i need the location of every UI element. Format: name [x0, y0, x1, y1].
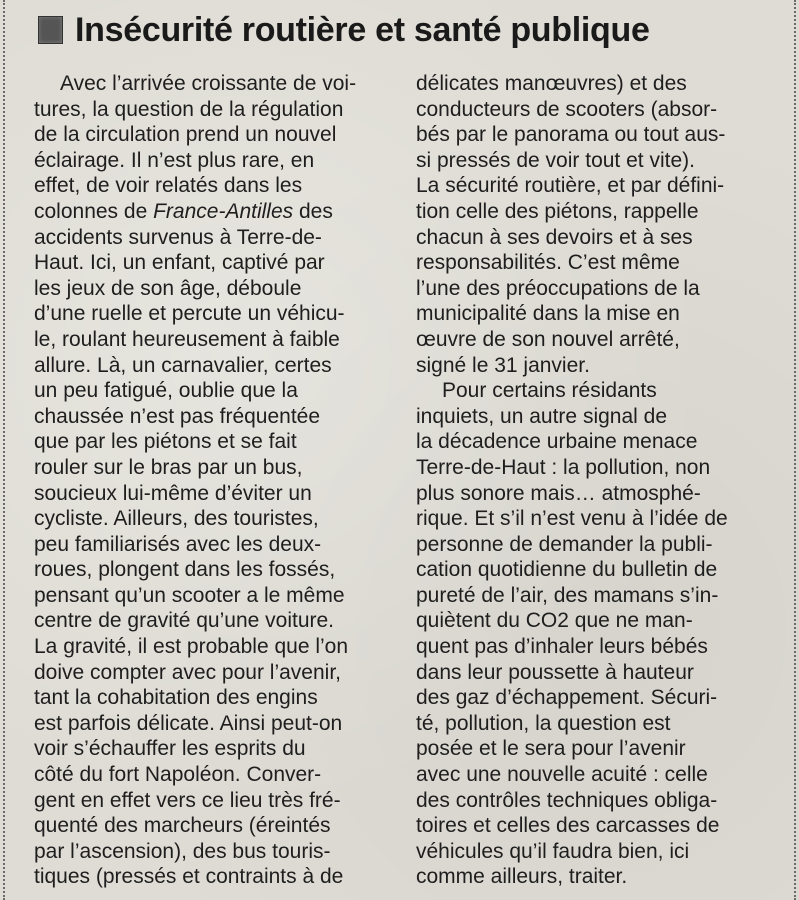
article-line: éclairage. Il n’est plus rare, en — [34, 148, 315, 172]
article-line: des gaz d’échappement. Sécuri- — [416, 686, 718, 710]
article-line: soucieux lui-même d’éviter un — [34, 481, 312, 505]
article-line: roues, plongent dans les fossés, — [34, 558, 336, 582]
article-line: de la circulation prend un nouvel — [34, 123, 337, 147]
article-line: tion celle des piétons, rappelle — [416, 199, 699, 223]
article-line: rique. Et s’il n’est venu à l’idée de — [416, 507, 728, 531]
article-line: le, roulant heureusement à faible — [34, 327, 340, 351]
article-line: tiques (pressés et contraints à de — [34, 865, 344, 889]
line-text: des — [293, 199, 333, 223]
headline — [38, 8, 650, 52]
article-line: signé le 31 janvier. — [416, 353, 590, 377]
article-line: chacun à ses devoirs et à ses — [416, 225, 693, 249]
article-line: d’une ruelle et percute un véhicu- — [34, 302, 345, 326]
article-line: délicates manœuvres) et des — [416, 72, 687, 95]
article-line: voir s’échauffer les esprits du — [34, 737, 306, 761]
article-column-right — [416, 71, 772, 890]
article-line: La gravité, il est probable que l’on — [34, 635, 349, 659]
article-line: que par les piétons et se fait — [34, 430, 297, 454]
article-line: Avec l’arrivée croissante de voi- — [60, 72, 357, 95]
article-line: des contrôles techniques obliga- — [416, 788, 718, 812]
article-line: chaussée n’est pas fréquentée — [34, 404, 321, 428]
article-line: responsabilités. C’est même — [416, 251, 680, 275]
article-line: personne de demander la publi- — [416, 532, 713, 556]
article-line: municipalité dans la mise en — [416, 302, 680, 326]
article-line: œuvre de son nouvel arrêté, — [416, 327, 680, 351]
article-title: Insécurité routière et santé publique — [75, 10, 650, 49]
article-line — [34, 199, 390, 225]
article-line: inquiets, un autre signal de — [416, 404, 668, 428]
article-line: accidents survenus à Terre-de- — [34, 225, 322, 249]
article-line: pureté de l’air, des mamans s’in- — [416, 583, 719, 607]
article-line: Haut. Ici, un enfant, captivé par — [34, 251, 325, 275]
article-column-left — [34, 71, 390, 890]
article-line: Terre-de-Haut : la pollution, non — [416, 455, 711, 479]
article-line: rouler sur le bras par un bus, — [34, 455, 303, 479]
article-line: conducteurs de scooters (absor- — [416, 97, 718, 121]
headline-square-icon — [38, 16, 63, 44]
cut-line-left — [3, 0, 5, 900]
article-line: la décadence urbaine menace — [416, 430, 698, 454]
article-line: dans leur poussette à hauteur — [416, 660, 694, 684]
article-line: centre de gravité qu’une voiture. — [34, 609, 335, 633]
article-line: avec une nouvelle acuité : celle — [416, 763, 708, 787]
article-line: posée et le sera pour l’avenir — [416, 737, 686, 761]
article-line: té, pollution, la question est — [416, 711, 671, 735]
article-line: effet, de voir relatés dans les — [34, 174, 303, 198]
article-line: Pour certains résidants — [442, 379, 657, 403]
article-line: cycliste. Ailleurs, des touristes, — [34, 507, 319, 531]
line-text: colonnes de — [34, 199, 154, 223]
cut-line-right — [794, 0, 796, 900]
article-line: tant la cohabitation des engins — [34, 686, 318, 710]
article-line: tures, la question de la régulation — [34, 97, 344, 121]
article-line: quent pas d’inhaler leurs bébés — [416, 635, 708, 659]
article-line: côté du fort Napoléon. Conver- — [34, 763, 322, 787]
article-line: toires et celles des carcasses de — [416, 814, 720, 838]
article-line: les jeux de son âge, déboule — [34, 276, 302, 300]
article-line: peu familiarisés avec les deux- — [34, 532, 322, 556]
article-line: est parfois délicate. Ainsi peut-on — [34, 711, 343, 735]
article-line: si pressés de voir tout et vite). — [416, 148, 695, 172]
article-line: véhicules qu’il faudra bien, ici — [416, 839, 690, 863]
article-line: doive compter avec pour l’avenir, — [34, 660, 341, 684]
article-line: l’une des préoccupations de la — [416, 276, 700, 300]
article-line: cation quotidienne du bulletin de — [416, 558, 718, 582]
article-line: par l’ascension), des bus touris- — [34, 839, 331, 863]
article-line: pensant qu’un scooter a le même — [34, 583, 345, 607]
article-line: La sécurité routière, et par défini- — [416, 174, 725, 198]
article-line: allure. Là, un carnavalier, certes — [34, 353, 332, 377]
article-line: quiètent du CO2 que ne man- — [416, 609, 693, 633]
article-line: plus sonore mais… atmosphé- — [416, 481, 701, 505]
article-line: bés par le panorama ou tout aus- — [416, 123, 726, 147]
newspaper-name: France-Antilles — [153, 199, 294, 223]
article-line: un peu fatigué, oublie que la — [34, 379, 298, 403]
article-line: quenté des marcheurs (éreintés — [34, 814, 331, 838]
article-line: comme ailleurs, traiter. — [416, 865, 628, 889]
article-line: gent en effet vers ce lieu très fré- — [34, 788, 341, 812]
